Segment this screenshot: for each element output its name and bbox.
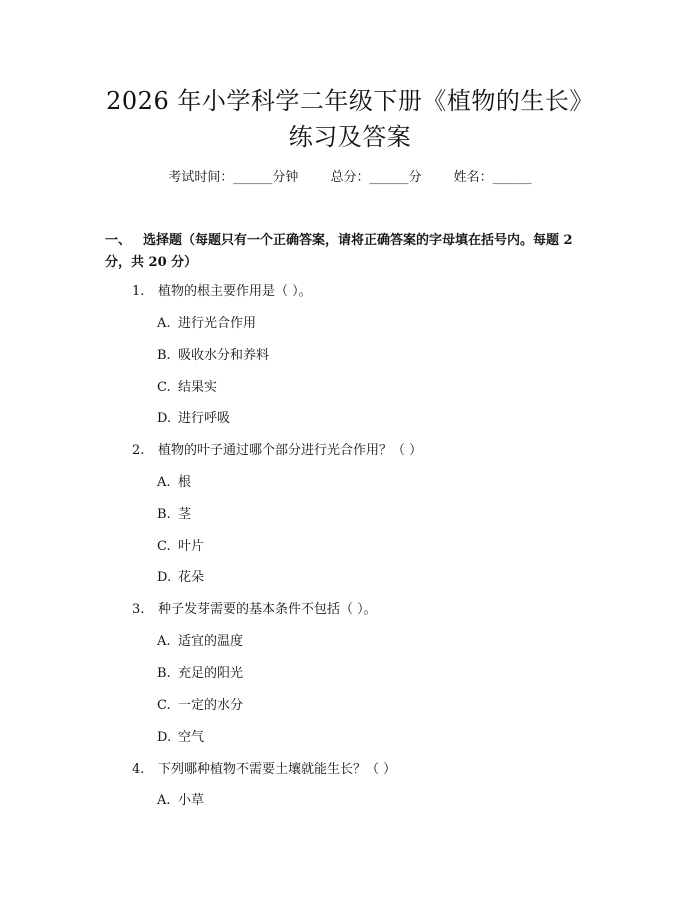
option-letter: C. xyxy=(157,539,171,554)
document-title-line-1: 2026 年小学科学二年级下册《植物的生长》 xyxy=(106,87,594,115)
section-text: 选择题（每题只有一个正确答案，请将正确答案的字母填在括号内。每题 2 分，共 20 分） xyxy=(105,233,573,270)
question-number: 2. xyxy=(132,443,145,458)
question-3 xyxy=(132,600,377,620)
document-title-line-2: 练习及答案 xyxy=(288,123,412,151)
student-name-field: 姓名：______ xyxy=(453,170,532,185)
option-text: 进行呼吸 xyxy=(178,411,231,426)
option-text: 一定的水分 xyxy=(178,698,244,713)
option-text: 结果实 xyxy=(178,380,218,395)
option-text: 适宜的温度 xyxy=(178,634,244,649)
option-3d xyxy=(157,728,204,748)
option-text: 充足的阳光 xyxy=(178,666,244,681)
question-1 xyxy=(132,282,312,302)
option-text: 叶片 xyxy=(178,539,205,554)
question-number: 3. xyxy=(132,602,145,617)
option-letter: C. xyxy=(157,380,171,395)
option-text: 吸收水分和养料 xyxy=(178,348,270,363)
total-score-field: 总分：______分 xyxy=(330,170,422,185)
section-number: 一、 xyxy=(105,233,132,248)
option-1c xyxy=(157,378,217,398)
question-4 xyxy=(132,760,396,780)
option-3b xyxy=(157,664,243,684)
exam-time-field: 考试时间：______分钟 xyxy=(168,170,299,185)
option-1a xyxy=(157,314,256,334)
question-text: 植物的叶子通过哪个部分进行光合作用？（ ） xyxy=(158,443,423,458)
option-text: 根 xyxy=(178,475,192,490)
option-1b xyxy=(157,346,269,366)
option-3a xyxy=(157,632,243,652)
option-2c xyxy=(157,537,204,557)
option-letter: A. xyxy=(157,793,171,808)
option-text: 花朵 xyxy=(178,570,205,585)
option-letter: C. xyxy=(157,698,171,713)
question-text: 种子发芽需要的基本条件不包括（ ）。 xyxy=(158,602,377,617)
option-2d xyxy=(157,568,204,588)
option-letter: D. xyxy=(157,730,172,745)
question-2 xyxy=(132,441,422,461)
option-4a xyxy=(157,791,204,811)
option-2a xyxy=(157,473,191,493)
exam-meta xyxy=(60,168,640,188)
question-number: 4. xyxy=(132,762,145,777)
question-number: 1. xyxy=(132,284,145,299)
question-text: 下列哪种植物不需要土壤就能生长？（ ） xyxy=(158,762,397,777)
option-text: 进行光合作用 xyxy=(178,316,257,331)
section-heading xyxy=(105,230,600,274)
option-letter: A. xyxy=(157,316,171,331)
option-letter: A. xyxy=(157,634,171,649)
option-2b xyxy=(157,505,191,525)
option-letter: B. xyxy=(157,507,171,522)
option-letter: B. xyxy=(157,348,171,363)
option-3c xyxy=(157,696,243,716)
option-letter: A. xyxy=(157,475,171,490)
option-text: 小草 xyxy=(178,793,205,808)
question-text: 植物的根主要作用是（ ）。 xyxy=(158,284,312,299)
option-text: 茎 xyxy=(178,507,192,522)
option-letter: B. xyxy=(157,666,171,681)
option-text: 空气 xyxy=(178,730,205,745)
option-1d xyxy=(157,409,230,429)
option-letter: D. xyxy=(157,570,172,585)
option-letter: D. xyxy=(157,411,172,426)
